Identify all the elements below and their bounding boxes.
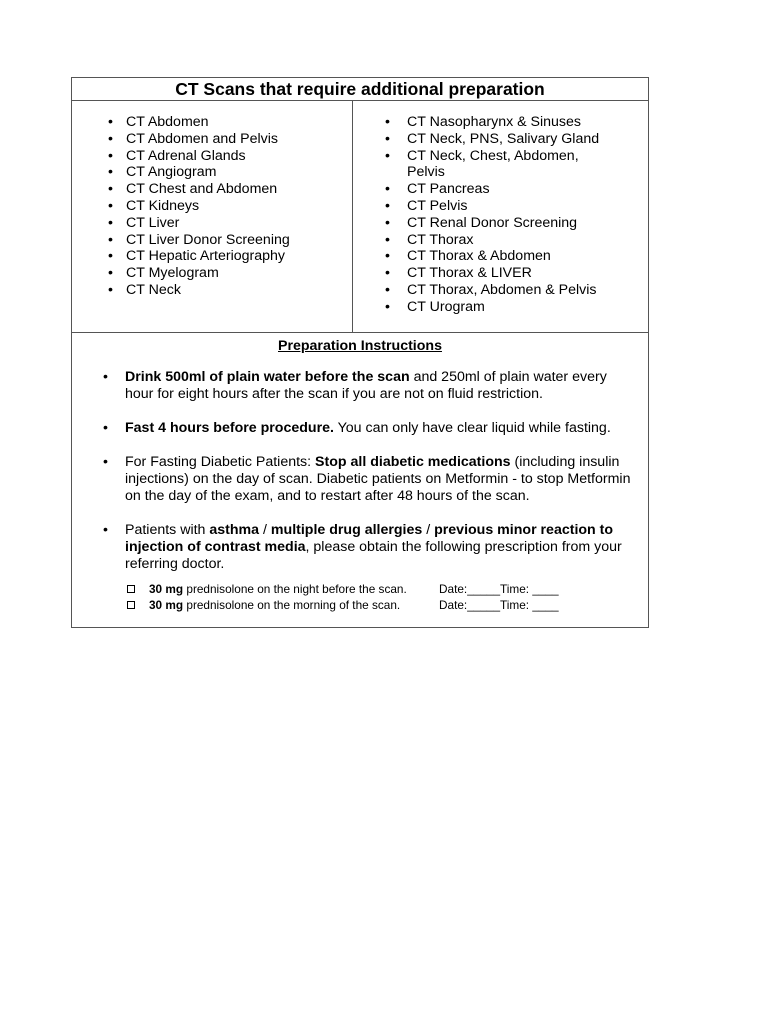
bullet-icon: • <box>103 522 108 538</box>
date-time-field: Date:_____Time: ____ <box>439 598 559 612</box>
bullet-icon: • <box>385 214 390 231</box>
list-item: • CT Kidneys <box>108 197 200 214</box>
list-item: • CT Angiogram <box>108 164 217 181</box>
preparation-instructions-section <box>72 333 648 627</box>
bullet-icon: • <box>108 265 113 282</box>
list-item: • CT Neck, Chest, Abdomen, Pelvis <box>385 147 579 181</box>
bullet-icon: • <box>385 231 390 248</box>
prescription-list <box>125 581 636 613</box>
list-item: • CT Liver Donor Screening <box>108 231 290 248</box>
bullet-icon: • <box>385 281 390 298</box>
list-item: • CT Hepatic Arteriography <box>108 248 286 265</box>
document-title: CT Scans that require additional preparation <box>72 78 648 101</box>
bullet-icon: • <box>385 248 390 265</box>
checkbox-icon <box>127 601 135 609</box>
bullet-icon: • <box>108 147 113 164</box>
prescription-item-morning: 30 mg prednisolone on the morning of the scan. Date:_____Time: ____ <box>149 597 636 613</box>
list-item: • CT Liver <box>108 214 180 231</box>
list-item: • CT Abdomen <box>108 114 209 130</box>
instruction-list <box>72 369 648 613</box>
list-item: • CT Adrenal Glands <box>108 147 246 164</box>
bullet-icon: • <box>108 181 113 198</box>
list-item: • CT Thorax <box>385 231 474 248</box>
instruction-item-fasting: • Fast 4 hours before procedure. You can only have clear liquid while fasting. <box>103 420 611 436</box>
bullet-icon: • <box>103 420 108 436</box>
list-item: • CT Myelogram <box>108 265 219 282</box>
bullet-icon: • <box>108 214 113 231</box>
list-item: • CT Thorax & Abdomen <box>385 248 551 265</box>
bullet-icon: • <box>385 130 390 147</box>
bullet-icon: • <box>103 454 108 470</box>
scan-list-table <box>72 101 648 333</box>
list-item: • CT Pancreas <box>385 181 490 198</box>
list-item: • CT Thorax, Abdomen & Pelvis <box>385 281 597 298</box>
bullet-icon: • <box>108 130 113 147</box>
date-time-field: Date:_____Time: ____ <box>439 582 559 596</box>
bullet-icon: • <box>385 298 390 315</box>
bullet-icon: • <box>108 231 113 248</box>
list-item: • CT Chest and Abdomen <box>108 181 278 198</box>
bullet-icon: • <box>385 197 390 214</box>
checkbox-icon <box>127 585 135 593</box>
scan-list-right-column <box>353 101 648 332</box>
bullet-icon: • <box>108 164 113 181</box>
preparation-heading: Preparation Instructions <box>278 338 442 354</box>
preparation-document <box>71 77 649 628</box>
bullet-icon: • <box>108 248 113 265</box>
bullet-icon: • <box>108 114 113 130</box>
prescription-item-night: 30 mg prednisolone on the night before the scan. Date:_____Time: ____ <box>149 581 636 597</box>
instruction-item-water: • Drink 500ml of plain water before the scan and 250ml of plain water every hour for eight hours after the scan if you are not on fluid restriction. <box>103 369 607 402</box>
list-item: • CT Neck, PNS, Salivary Gland <box>385 130 600 147</box>
bullet-icon: • <box>108 197 113 214</box>
instruction-item-diabetic: • For Fasting Diabetic Patients: Stop all diabetic medications (including insulin injections) on the day of scan. Diabetic patients on Metformin - to stop Metformin on the day of the exam, and to restart after 48 hours of the scan. <box>103 454 631 504</box>
list-item: • CT Renal Donor Screening <box>385 214 578 231</box>
list-item: • CT Abdomen and Pelvis <box>108 130 278 147</box>
bullet-icon: • <box>103 369 108 385</box>
scan-list-left-column <box>72 101 353 332</box>
bullet-icon: • <box>108 281 113 298</box>
list-item: • CT Pelvis <box>385 197 468 214</box>
list-item: • CT Thorax & LIVER <box>385 265 532 282</box>
list-item: • CT Urogram <box>385 298 485 315</box>
list-item: • CT Neck <box>108 281 181 298</box>
instruction-item-allergy: • Patients with asthma / multiple drug allergies / previous minor reaction to injection of contrast media, please obtain the following prescription from your referring doctor. 30 mg prednisolone on the night before the scan. Date:_____Time: ____ 30 mg prednisolone on the morning of the scan. Date:_____Time: ____ <box>125 522 636 613</box>
bullet-icon: • <box>385 181 390 198</box>
bullet-icon: • <box>385 114 390 130</box>
bullet-icon: • <box>385 265 390 282</box>
list-item: • CT Nasopharynx & Sinuses <box>385 114 582 130</box>
bullet-icon: • <box>385 147 390 164</box>
